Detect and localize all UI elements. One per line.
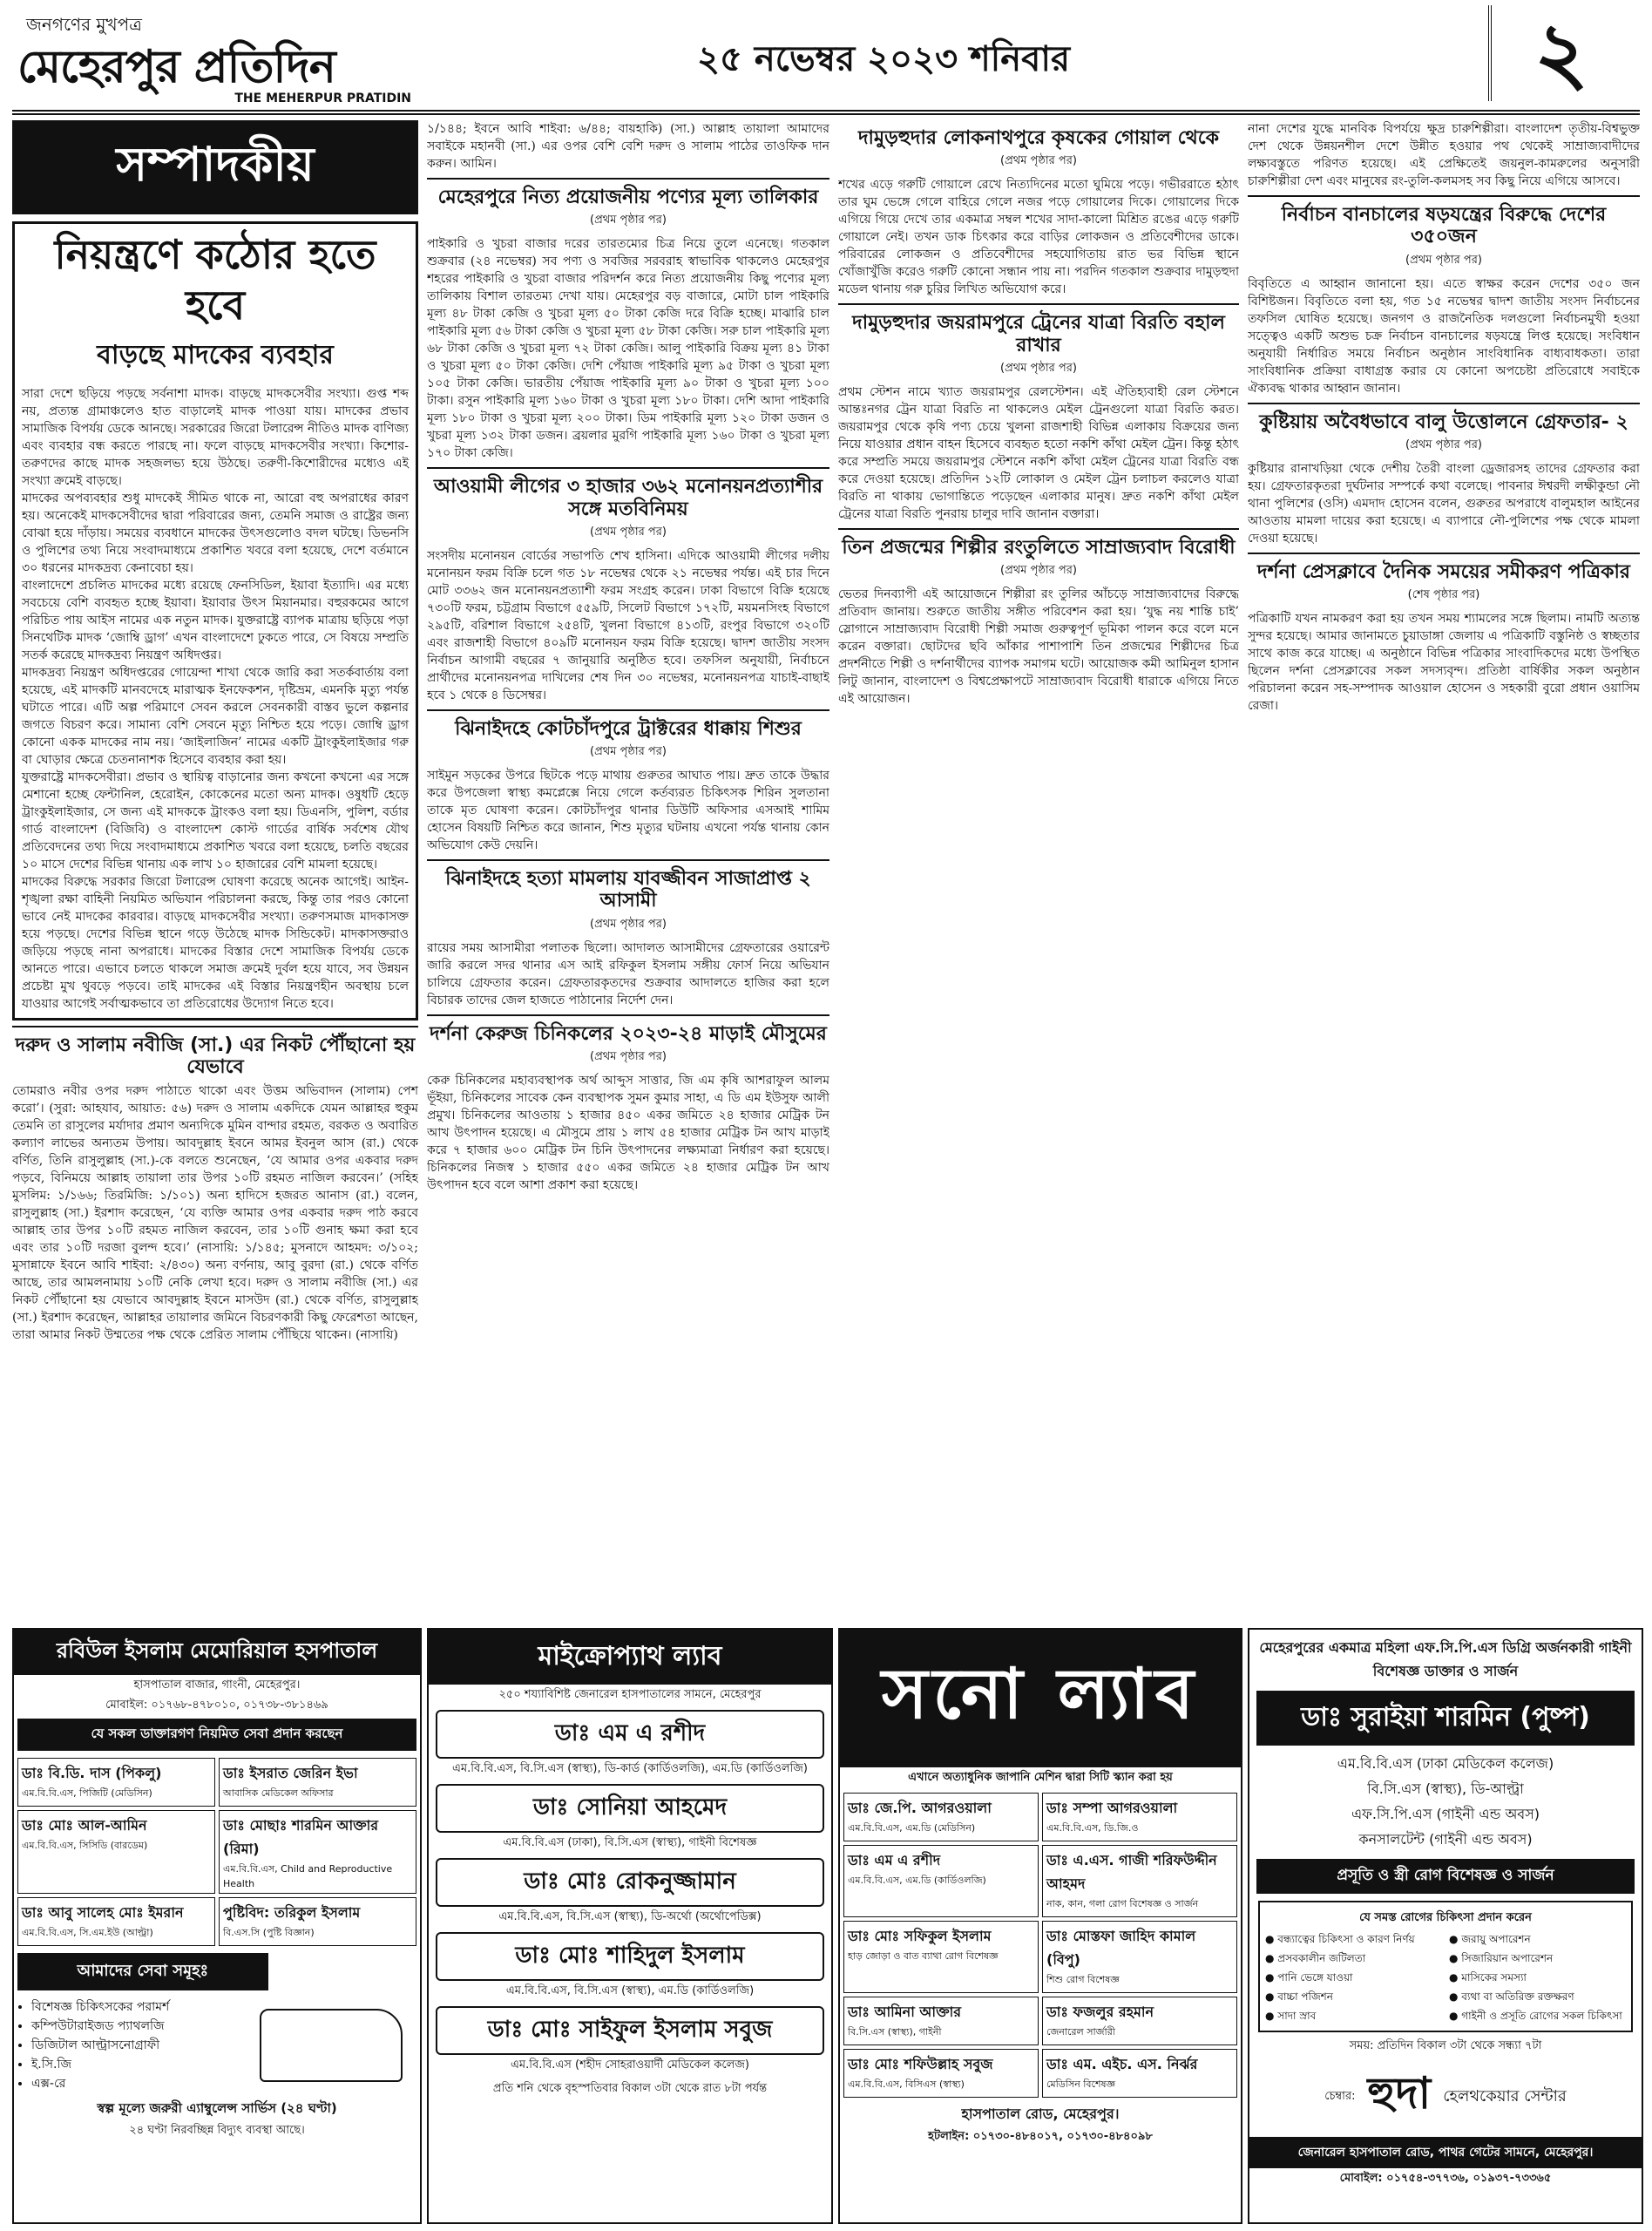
doctor-degree: এম.বি.বি.এস, পিজিটি (মেডিসিন) [22, 1787, 152, 1799]
doctor-card [843, 1845, 1039, 1917]
editorial-paragraph: মাদকের বিরুদ্ধে সরকার জিরো টলারেন্স ঘোষণা করেছে অনেক আগেই। আইন-শৃঙ্খলা রক্ষা বাহিনী নিয়মিত অভিযান পরিচালনা করছে, কিন্তু তার পরও কোনো ভাবে নেই মাদকের কারবার। বাড়ছে মাদকসেবীর সংখ্যা। তরুণসমাজ মাদকাসক্ত হয়ে পড়ছে। দেশের বিভিন্ন স্থানে গড়ে উঠেছে মাদক সিন্ডিকেট। মাদকাসক্তরাও জড়িয়ে পড়ছে নানা অপরাধে। মাদকের বিস্তার দেশে সামাজিক বিপর্যয় ডেকে আনতে পারে। এভাবে চলতে থাকলে সমাজ ক্রমেই দুর্বল হয়ে যাবে, সব উন্নয়ন প্রচেষ্টা মুখ থুবড়ে পড়বে। তাই মাদকের এই বিস্তার নিয়ন্ত্রণহীন অবস্থায় চলে যাওয়ার আগেই সর্বাত্মকভাবে তা প্রতিরোধের উদ্যোগ নিতে হবে। [22, 875, 409, 1011]
continuation-ref: (প্রথম পৃষ্ঠার পর) [590, 525, 667, 539]
doctor-degree: এম.বি.বি.এস, বি.সি.এস (স্বাস্থ্য), ডি-অর্থো (অর্থোপেডিক্স) [498, 1910, 762, 1923]
divider [427, 859, 829, 861]
continuation-ref: (প্রথম পৃষ্ঠার পর) [590, 745, 667, 759]
doctor-card [1042, 2049, 1237, 2098]
doctor-card [843, 1921, 1039, 1993]
headline-tractor: ঝিনাইদহে কোটচাঁদপুরে ট্রাক্টরের ধাক্কায় শিশুর [455, 717, 802, 740]
masthead-name: মেহেরপুর প্রতিদিন [17, 41, 335, 93]
hospital-phone: মোবাইল: ০১৭৬৮-৪৭৮০১০, ০১৭৩৮-৩৮১৪৬৯ [105, 1699, 328, 1712]
continuation-ref: (প্রথম পৃষ্ঠার পর) [1000, 564, 1077, 578]
doctor-degree: এম.বি.বি.এস, সি.এম.ইউ (আল্ট্রা) [22, 1927, 153, 1938]
doctor-degree: এম.বি.বি.এস (ঢাকা), বি.সি.এস (স্বাস্থ্য), গাইনী বিশেষজ্ঞ [503, 1836, 757, 1849]
divider [12, 1026, 418, 1027]
doctor-card [1042, 1845, 1237, 1917]
ambulance-text: স্বল্প মূল্যে জরুরী এ্যাম্বুলেন্স সার্ভিস (২৪ ঘণ্টা) [97, 2100, 337, 2116]
doctor-name: ডাঃ ইসরাত জেরিন ইভা [223, 1765, 358, 1781]
service-item: ● সিজারিয়ান অপারেশন [1449, 1952, 1554, 1964]
gyne-services-heading: যে সমস্ত রোগের চিকিৎসা প্রদান করেন [1359, 1911, 1532, 1924]
sono-hotline: হটলাইন: ০১৭৩০-৪৮৪০১৭, ০১৭৩০-৪৮৪০৯৮ [928, 2130, 1153, 2143]
headline-awami-league: আওয়ামী লীগের ৩ হাজার ৩৬২ মনোনয়নপ্রত্যাশীর সঙ্গে মতবিনিময় [433, 476, 823, 520]
divider [1248, 195, 1640, 197]
doctor-name: ডাঃ বি.ডি. দাস (পিকলু) [22, 1765, 162, 1781]
continuation-ref: (প্রথম পৃষ্ঠার পর) [1000, 361, 1077, 375]
editorial-paragraph: সারা দেশে ছড়িয়ে পড়ছে সর্বনাশা মাদক। বাড়ছে মাদকসেবীর সংখ্যা। গুপ্ত শব্দ নয়, প্রত্যন্ত গ্রামাঞ্চলেও হাত বাড়ালেই মাদক পাওয়া যায়। মাদকের প্রভাব সামাজিক বিপর্যয় ডেকে আনছে। সরকারের জিরো টলারেন্স নীতিও মাদক বাণিজ্য এবং ব্যবহার বন্ধ করতে পারছে না। ফলে বাড়ছে মাদকসেবীর সংখ্যা। কিশোর-তরুণদের কাছে মাদক সহজলভ্য হয়ে উঠছে। তরুণী-কিশোরীদের মধ্যেও এই সংখ্যা ক্রমেই বাড়ছে। [22, 387, 409, 488]
doctor-card [843, 1793, 1039, 1841]
headline-artists: তিন প্রজন্মের শিল্পীর রংতুলিতে সাম্রাজ্যবাদ বিরোধী [842, 536, 1236, 559]
column-4 [1248, 120, 1640, 1621]
continuation-ref: (প্রথম পৃষ্ঠার পর) [590, 917, 667, 931]
divider [838, 528, 1239, 530]
divider [1248, 553, 1640, 554]
divider [427, 178, 829, 180]
doctor-degree: এম.বি.বি.এস, সিসিডি (বারডেম) [22, 1840, 148, 1851]
doctor-name: ডাঃ আমিনা আক্তার [848, 2004, 962, 2020]
ad-gynecologist [1248, 1628, 1643, 2224]
ad-micropath-lab [427, 1628, 833, 2224]
divider [1248, 403, 1640, 404]
service-item: ● সাদা স্রাব [1265, 2010, 1317, 2022]
doctor-degree: নাক, কান, গলা রোগ বিশেষজ্ঞ ও সার্জন [1046, 1898, 1199, 1909]
continuation-ref: (শেষ পৃষ্ঠার পর) [1407, 588, 1480, 602]
headline-murder-case: ঝিনাইদহে হত্যা মামলায় যাবজ্জীবন সাজাপ্রাপ্ত ২ আসামী [445, 868, 811, 912]
service-item: • কম্পিউটারাইজড প্যাথলজি [31, 2017, 254, 2036]
doctor-name: ডাঃ মোঃ শফিউল্লাহ সবুজ [848, 2056, 993, 2072]
hospital-address: হাসপাতাল বাজার, গাংনী, মেহেরপুর। [133, 1678, 301, 1692]
services-list [31, 1997, 254, 2093]
editorial-title: নিয়ন্ত্রণে কঠোর হতে হবে [54, 231, 376, 329]
article-body: প্রথম স্টেশন নামে খ্যাত জয়রামপুর রেলস্টেশন। এই ঐতিহ্যবাহী রেল স্টেশনে আন্তঃনগর ট্রেন যাত্রা বিরতি না থাকলেও মেইল ট্রেনগুলো যাত্রা বিরতি করত। জয়রামপুর থেকে কৃষি পণ্য চেয়ে খুলনা রাজশাহী বিভিন্ন এলাকায় বিক্রয়ের জন্য নিয়ে যাওয়ার প্রধান বাহন হিসেবে ব্যবহৃত হতো নকশি কাঁথা মেইল ট্রেন। কিন্তু হঠাৎ করে সম্প্রতি সময়ে জয়রামপুর স্টেশনে নকশি কাঁথা মেইল ট্রেনের যাত্রা বিরতি বন্ধ করে দেওয়া হয়েছে। প্রতিদিন ১২টি লোকাল ও মেইল ট্রেন চলাচল করলেও যাত্রা বিরতি না থাকায় ভোগান্তিতে পড়েছেন এলাকার মানুষ। দ্রুত নকশি কাঁথা মেইল ট্রেনের যাত্রা বিরতি পুনরায় চালুর দাবি জানান বক্তারা। [838, 384, 1239, 521]
article-body: কেরু চিনিকলের মহাব্যবস্থাপক অর্থ আব্দুস সাত্তার, জি এম কৃষি আশরাফুল আলম ভূঁইয়া, চিনিকলের সাবেক কেন ব্যবস্থাপক সুমন কুমার সাহা, এ ডি এম ইউসুফ আলী প্রমুখ। চিনিকলের আওতায় ১ হাজার ৪৫০ একর জমিতে ২৪ হাজার মেট্রিক টন আখ উৎপাদন হয়েছে। এ মৌসুমে প্রায় ১ লাখ ৫৪ হাজার মেট্রিক টন আখ মাড়াই করে ৭ হাজার ৬০০ মেট্রিক টন চিনি উৎপাদনের লক্ষ্যমাত্রা নির্ধারণ করা হয়েছে। চিনিকলের নিজস্ব ১ হাজার ৫৫০ একর জমিতে ২৪ হাজার মেট্রিক টন আখ উৎপাদন হবে বলে আশা প্রকাশ করা হয়েছে। [427, 1074, 829, 1193]
doctor-name: ডাঃ মোঃ সাইফুল ইসলাম সবুজ [436, 2006, 824, 2055]
article-continuation: নানা দেশের যুদ্ধে মানবিক বিপর্যয়ে ক্ষুদ্র চারুশিল্পীরা। বাংলাদেশ তৃতীয়-বিশ্বভুক্ত দেশ থেকে উন্নয়নশীল দেশে উন্নীত হওয়ার পথ থেকেই সাম্রাজ্যবাদীদের লক্ষ্যবস্তুতে পরিণত হয়েছে। এই প্রেক্ষিতেই জয়নুল-কামরুলের অনুসারী চারুশিল্পীরা দেশ এবং মানুষের রং-তুলি-কলমসহ সব কিছু নিয়ে এগিয়ে আসবে। [1248, 122, 1640, 188]
gyne-schedule: সময়: প্রতিদিন বিকাল ৩টা থেকে সন্ধ্যা ৭টা [1349, 2039, 1542, 2052]
doctor-name: পুষ্টিবিদ: তরিকুল ইসলাম [223, 1904, 361, 1921]
service-item: • ই.সি.জি [31, 2055, 254, 2074]
article-body: বিবৃতিতে এ আহ্বান জানানো হয়। এতে স্বাক্ষর করেন দেশের ৩৫০ জন বিশিষ্টজন। বিবৃতিতে বলা হয়, গত ১৫ নভেম্বর দ্বাদশ জাতীয় সংসদ নির্বাচনের তফসিল ঘোষিত হয়েছে। জনগণ ও রাজনৈতিক দলগুলো নির্বাচনমুখী হওয়া সত্ত্বেও একটি অশুভ চক্র নির্বাচন বানচালের ষড়যন্ত্রে লিপ্ত হয়েছে। সংবিধান অনুযায়ী নির্ধারিত সময়ে নির্বাচন অনুষ্ঠান সাংবিধানিক বাধ্যবাধকতা। তারা সাংবিধানিক প্রক্রিয়া বাধাগ্রস্ত করার যে কোনো অপচেষ্টা প্রতিরোধে সবাইকে ঐক্যবদ্ধ থাকার আহ্বান জানান। [1248, 276, 1640, 396]
chamber-name: হুদা [1367, 2068, 1432, 2119]
continuation-ref: (প্রথম পৃষ্ঠার পর) [1000, 154, 1077, 168]
doctor-card [17, 1758, 215, 1807]
gyne-address: জেনারেল হাসপাতাল রোড, পাথর গেটের সামনে, মেহেরপুর। [1249, 2137, 1642, 2168]
article-body: সংসদীয় মনোনয়ন বোর্ডের সভাপতি শেখ হাসিনা। এদিকে আওয়ামী লীগের দলীয় মনোনয়ন ফরম বিক্রি চলে গত ১৮ নভেম্বর থেকে ২১ নভেম্বর পর্যন্ত। এই চার দিনে মোট ৩৩৬২ জন মনোনয়নপ্রত্যাশী ফরম সংগ্রহ করেন। ঢাকা বিভাগে বিক্রি হয়েছে ৭৩০টি ফরম, চট্টগ্রাম বিভাগে ৫৫৯টি, সিলেট বিভাগে ১৭২টি, ময়মনসিংহ বিভাগে ২৯৫টি, বরিশাল বিভাগে ২৫৪টি, খুলনা বিভাগে ৪১৩টি, রংপুর বিভাগে ৩২০টি এবং রাজশাহী বিভাগে ৪০৯টি মনোনয়ন ফরম বিক্রি হয়েছে। দ্বাদশ জাতীয় সংসদ নির্বাচন আগামী বছরের ৭ জানুয়ারি অনুষ্ঠিত হবে। তফসিল অনুযায়ী, নির্বাচনে প্রার্থীদের মনোনয়নপত্র দাখিলের শেষ দিন ৩০ নভেম্বর, মনোনয়নপত্র যাচাই-বাছাই হবে ১ থেকে ৪ ডিসেম্বর। [427, 548, 829, 702]
editorial-paragraph: মাদকের অপব্যবহার শুধু মাদকেই সীমিত থাকে না, আরো বহু অপরাধের কারণ হয়। অনেকেই মাদকসেবীদের দ্বারা পরিবারের জন্য, তেমনি সমাজ ও রাষ্ট্রের জন্য বোঝা হয়ে দাঁড়ায়। সময়ের ব্যবধানে মাদকের উৎসগুলোও বদল ঘটছে। ডিভনসি ও পুলিশের তথ্য নিয়ে সংবাদমাধ্যমে প্রকাশিত খবরে বলা হয়েছে, দেশে বর্তমানে ৩০ ধরনের মাদকদ্রব্য কেনাবেচা হয়। [22, 492, 409, 575]
headline-train-stop: দামুড়হুদার জয়রামপুরে ট্রেনের যাত্রা বিরতি বহাল রাখার [852, 312, 1225, 356]
doctor-degree: এম.বি.বি.এস, বি.সি.এস (স্বাস্থ্য), এম.ডি (কার্ডিওলজি) [505, 1984, 755, 1997]
doctor-card [219, 1758, 416, 1807]
doctor-card [843, 2049, 1039, 2098]
divider [427, 709, 829, 711]
headline-price-list: মেহেরপুরে নিত্য প্রয়োজনীয় পণ্যের মূল্য তালিকার [437, 186, 819, 208]
service-item: • ডিজিটাল আল্ট্রাসনোগ্রাফী [31, 2036, 254, 2055]
continuation-ref: (প্রথম পৃষ্ঠার পর) [1405, 437, 1482, 451]
services-row [14, 1994, 420, 2097]
doctor-degree: এম.বি.বি.এস, বিসিএস (স্বাস্থ্য) [848, 2078, 965, 2090]
doctor-name: ডাঃ এম এ রশীদ [436, 1710, 824, 1759]
editorial-paragraph: বাংলাদেশে প্রচলিত মাদকের মধ্যে রয়েছে ফেনসিডিল, ইয়াবা ইত্যাদি। এর মধ্যে সবচেয়ে বেশি ব্যবহৃত হচ্ছে ইয়াবা। ইয়াবার উৎস মিয়ানমার। বহুরকমের আগে পরিচিত পায় আইস নামের এক নতুন মাদক। যুক্তরাষ্ট্রে ব্যাপক মাত্রায় ছড়িয়ে পড়া সিনথেটিক মাদক ‘জোম্বি ড্রাগ’ এখন বাংলাদেশে ঢুকতে পারে, সে বিষয়ে সম্প্রতি সতর্ক করেছে মাদকদ্রব্য নিয়ন্ত্রণ অধিদপ্তর। [22, 579, 409, 662]
masthead [12, 5, 1640, 115]
gyne-degree: এম.বি.বি.এস (ঢাকা মেডিকেল কলেজ) [1337, 1755, 1554, 1772]
doctor-degree: শিশু রোগ বিশেষজ্ঞ [1046, 1974, 1120, 1985]
services-heading: আমাদের সেবা সমূহঃ [17, 1953, 268, 1990]
divider [427, 1014, 829, 1016]
doctor-name: ডাঃ মোঃ শাহিদুল ইসলাম [436, 1932, 824, 1981]
doctor-name: ডাঃ আবু সালেহ মোঃ ইমরান [22, 1904, 184, 1921]
editorial-section-label: সম্পাদকীয় [12, 120, 418, 214]
issue-date: ২৫ নভেম্বর ২০২৩ শনিবার [697, 39, 1070, 79]
service-item: ● বন্ধ্যাত্বের চিকিৎসা ও কারণ নির্ণয় [1265, 1933, 1415, 1945]
service-item: ● মাসিকের সমস্যা [1449, 1971, 1527, 1983]
article-body: রায়ের সময় আসামীরা পলাতক ছিলো। আদালত আসামীদের গ্রেফতারের ওয়ারেন্ট জারি করলে সদর থানার এস আই রফিকুল ইসলাম সঙ্গীয় ফোর্স নিয়ে অভিযান চালিয়ে গ্রেফতার করেন। গ্রেফতারকৃতদের শুক্রবার আদালতে হাজির করা হলে বিচারক তাদের জেল হাজতে পাঠানোর নির্দেশ দেন। [427, 940, 829, 1007]
doctor-card [219, 1897, 416, 1946]
gyne-specialty: প্রসূতি ও স্ত্রী রোগ বিশেষজ্ঞ ও সার্জন [1256, 1859, 1635, 1894]
lab-name: মাইক্রোপ্যাথ ল্যাব [429, 1630, 831, 1685]
gyne-degree: এফ.সি.পি.এস (গাইনী এন্ড অবস) [1351, 1806, 1540, 1822]
doctor-name: ডাঃ এম. এইচ. এস. নির্ঝর [1046, 2056, 1198, 2072]
doctor-name: ডাঃ সম্পা আগরওয়ালা [1046, 1800, 1178, 1816]
doctor-name: ডাঃ মোস্তফা জাহিদ কামাল (বিপু) [1046, 1928, 1196, 1968]
headline-cow-theft: দামুড়হুদার লোকনাথপুরে কৃষকের গোয়াল থেকে [857, 127, 1220, 149]
article-body: পাইকারি ও খুচরা বাজার দরের তারতম্যের চিত্র নিয়ে তুলে এনেছে। গতকাল শুক্রবার (২৪ নভেম্বর) সব পণ্য ও সবজির সরবরাহ স্বাভাবিক থাকলেও মেহেরপুর শহরের পাইকারি ও খুচরা বাজার পরিদর্শন করে নিত্য প্রয়োজনীয় কিছু পণ্যের মূল্য তালিকায় বিশাল তারতম্য দেখা যায়। মেহেরপুর বড় বাজারে, মোটা চাল পাইকারি মূল্য ৪৮ টাকা কেজি ও খুচরা মূল্য ৫০ টাকা কেজি দরে বিক্রি হচ্ছে। মাঝারি চাল পাইকারি মূল্য ৫৬ টাকা কেজি ও খুচরা মূল্য ৫৮ টাকা কেজি। সরু চাল পাইকারি মূল্য ৬৮ টাকা কেজি ও খুচরা মূল্য ৭২ টাকা কেজি। আলু পাইকারি বিক্রয় মূল্য ৪১ টাকা ও খুচরা মূল্য ৫০ টাকা কেজি। দেশি পেঁয়াজ পাইকারি মূল্য ৯৫ টাকা ও খুচরা মূল্য ১০৫ টাকা কেজি। ভারতীয় পেঁয়াজ পাইকারি মূল্য ৯০ টাকা ও খুচরা মূল্য ১০০ টাকা। রসুন পাইকারি মূল্য ১৬০ টাকা ও খুচরা মূল্য ১৮০ টাকা। দেশি আদা পাইকারি মূল্য ১৮০ টাকা ও খুচরা মূল্য ২০০ টাকা। ডিম পাইকারি মূল্য ১২০ টাকা ডজন ও খুচরা মূল্য ১৩২ টাকা ডজন। ব্রয়লার মুরগি পাইকারি মূল্য ১৬০ টাকা ও খুচরা মূল্য ১৭০ টাকা কেজি। [427, 237, 829, 461]
masthead-tagline: জনগণের মুখপত্র [26, 14, 142, 35]
column-editorial [12, 120, 418, 1621]
chamber-row [1249, 2061, 1642, 2133]
ambulance-icon [260, 2009, 403, 2082]
service-item: • এক্স-রে [31, 2074, 254, 2093]
divider [427, 467, 829, 469]
doctor-degree: হাড় জোড়া ও বাত ব্যাথা রোগ বিশেষজ্ঞ [848, 1950, 999, 1962]
service-item: ● গাইনী ও প্রসূতি রোগের সকল চিকিৎসা [1449, 2010, 1622, 2022]
service-item: • বিশেষজ্ঞ চিকিৎসকের পরামর্শ [31, 1997, 254, 2017]
service-item: ● জরায়ু অপারেশন [1449, 1933, 1531, 1945]
article-body: শখের এড়ে গরুটি গোয়ালে রেখে নিত্যদিনের মতো ঘুমিয়ে পড়ে। গভীররাতে হঠাৎ তার ঘুম ভেঙ্গে গেলে বাহিরে গেলে নজর পড়ে গোয়ালের দিকে। গোয়ালের দিকে এগিয়ে গিয়ে দেখে তার একমাত্র সম্বল শখের সাদা-কালো মিশ্রিত রঙের এড়ে গরুটি গোয়ালে নেই। তখন ডাক চিৎকার করে বাড়ির লোকজন ও প্রতিবেশীদের ডাকে। পরিবারের লোকজন ও প্রতিবেশীদের সহযোগিতায় রাত ভর বিভিন্ন স্থানে খোঁজাখুঁজি করেও গরুটি কোনো সন্ধান পায় না। পরদিন গতকাল শুক্রবার দামুড়হুদা মডেল থানায় গরু চুরির লিখিত অভিযোগ করে। [838, 178, 1239, 297]
religious-headline: দরুদ ও সালাম নবীজি (সা.) এর নিকট পৌঁছানো হয় যেভাবে [15, 1034, 416, 1079]
divider [838, 303, 1239, 305]
doctor-card [1042, 1921, 1237, 1993]
headline-sand-arrest: কুষ্টিয়ায় অবৈধভাবে বালু উত্তোলনে গ্রেফতার- ২ [1259, 410, 1628, 433]
column-2 [427, 120, 829, 1621]
chamber-label: চেম্বার: [1324, 2090, 1356, 2103]
gyne-degree: বি.সি.এস (স্বাস্থ্য), ডি-আল্ট্রা [1367, 1780, 1524, 1797]
service-item: ● বাচ্চা পজিশন [1265, 1990, 1333, 2003]
doctor-degree: বি.এস.সি (পুষ্টি বিজ্ঞান) [223, 1927, 315, 1938]
doctor-degree: বি.সি.এস (স্বাস্থ্য), গাইনী [848, 2026, 942, 2038]
gyne-services-box [1258, 1901, 1633, 2032]
doctor-name: ডাঃ জে.পি. আগরওয়ালা [848, 1800, 992, 1816]
doctor-card [17, 1810, 215, 1894]
doctors-heading: যে সকল ডাক্তারগণ নিয়মিত সেবা প্রদান করছেন [17, 1719, 416, 1751]
gyne-services-list [1265, 1929, 1626, 2025]
doctor-name: ডাঃ মোঃ আল-আমিন [22, 1817, 147, 1834]
headline-election: নির্বাচন বানচালের ষড়যন্ত্রের বিরুদ্ধে দেশের ৩৫০জন [1281, 204, 1607, 248]
lab-sub: ২৫০ শয্যাবিশিষ্ট জেনারেল হাসপাতালের সামনে, মেহেরপুর [498, 1688, 762, 1701]
chamber-sub: হেলথকেয়ার সেন্টার [1443, 2087, 1567, 2106]
doctor-card [17, 1897, 215, 1946]
gyne-phone: মোবাইল: ০১৭৫৪-৩৭৭৩৬, ০১৯৩৭-৭৩৩৬৫ [1339, 2172, 1552, 2185]
hospital-footer: ২৪ ঘণ্টা নিরবচ্ছিন্ন বিদ্যুৎ ব্যবস্থা আছে। [129, 2124, 305, 2137]
doctor-card [1042, 1997, 1237, 2045]
sono-name: সনো ল্যাব [840, 1630, 1241, 1767]
doctor-card [843, 1997, 1039, 2045]
continuation-ref: (প্রথম পৃষ্ঠার পর) [590, 214, 667, 227]
article-continuation: ১/১৪৪; ইবনে আবি শাইবা: ৬/৪৪; বায়হাকি) (সা.) আল্লাহ তায়ালা আমাদের সবাইকে মহানবী (সা.) এর ওপর বেশি বেশি দরুদ ও সালাম পাঠের তাওফিক দান করুন। আমিন। [427, 122, 829, 171]
doctor-degree: এম.বি.বি.এস, ডি.জি.ও [1046, 1822, 1139, 1834]
doctor-degree: এম.বি.বি.এস, বি.সি.এস (স্বাস্থ্য), ডি-কার্ড (কার্ডিওলজি), এম.ডি (কার্ডিওলজি) [451, 1762, 809, 1775]
gyne-header: মেহেরপুরের একমাত্র মহিলা এফ.সি.পি.এস ডিগ্রি অর্জনকারী গাইনী বিশেষজ্ঞ ডাক্তার ও সার্জন [1259, 1639, 1632, 1679]
doctor-card [1042, 1793, 1237, 1841]
religious-body: তোমরাও নবীর ওপর দরুদ পাঠাতে থাকো এবং উত্তম অভিবাদন (সালাম) পেশ করো’। (সুরা: আহযাব, আয়াত: ৫৬) দরুদ ও সালাম একদিকে যেমন আল্লাহর হুকুম তেমনি তা রাসুলের মর্যাদার প্রমাণ অন্যদিকে মুমিন বান্দার রহমত, বরকত ও অবারিত কল্যাণ লাভের অন্যতম উপায়। আবদুল্লাহ ইবনে আমর ইবনুল আস (রা.) থেকে বর্ণিত, তিনি রাসুলুল্লাহ (সা.)-কে বলতে শুনেছেন, ‘যে আমার ওপর একবার দরুদ পড়বে, বিনিময়ে আল্লাহ তায়ালা তার উপর ১০টি রহমত নাজিল করবেন।’ (সহিহ মুসলিম: ১/১৬৬; তিরমিজি: ১/১০১) অন্য হাদিসে হজরত আনাস (রা.) বলেন, রাসুলুল্লাহ (সা.) ইরশাদ করেছেন, ‘যে ব্যক্তি আমার ওপর একবার দরুদ পাঠ করবে আল্লাহ তার উপর ১০টি রহমত নাজিল করবেন, তার ১০টি গুনাহ ক্ষমা করা হবে এবং তার ১০টি দরজা বুলন্দ হবে।’ (নাসায়ি: ১/১৪৫; মুসনাদে আহমদ: ৩/১০২; মুসান্নাফে ইবনে আবি শাইবা: ২/৪৩০) অন্য বর্ণনায়, আবু বুরদা (রা.) থেকে বর্ণিত আছে, তার আমলনামায় ১০টি নেকি লেখা হবে। দরুদ ও সালাম নবীজি (সা.) এর নিকট পৌঁছানো হয় যেভাবে আবদুল্লাহ ইবনে মাসউদ (রা.) থেকে বর্ণিত, রাসুলুল্লাহ (সা.) ইরশাদ করেছেন, আল্লাহর তায়ালার জমিনে বিচরণকারী কিছু ফেরেশতা আছেন, তারা আমার নিকট উম্মতের পক্ষ থেকে প্রেরিত সালাম পৌঁছিয়ে থাকেন। (নাসায়ি) [12, 1083, 418, 1342]
page-number: ২ [1488, 5, 1631, 101]
editorial-subtitle: বাড়ছে মাদকের ব্যবহার [97, 340, 334, 370]
article-body: ভেতর দিনব্যাপী এই আয়োজনে শিল্পীরা রং তুলির আঁচড়ে সাম্রাজ্যবাদের বিরুদ্ধে প্রতিবাদ জানায়। শুরুতে জাতীয় সঙ্গীত পরিবেশন করা হয়। ‘যুদ্ধ নয় শান্তি চাই’ স্লোগানে সাম্রাজ্যবাদ বিরোধী শিল্পী সমাজ গুরুত্বপূর্ণ ভূমিকা পালন করে বলে মনে করেন বক্তারা। ছোটদের ছবি আঁকার পাশাপাশি তিন প্রজন্মের শিল্পীদের চিত্র প্রদর্শনীতে শিল্পী ও দর্শনার্থীদের ব্যাপক সমাগম ঘটে। আয়োজক কমী আমিনুল হাসান লিটু জানান, বাংলাদেশ ও বিশ্বপ্রেক্ষাপটে সাম্রাজ্যবাদ বিরোধী ধারাকে এগিয়ে নিতে এই আয়োজন। [838, 587, 1239, 707]
article-body: কুষ্টিয়ার রানাখড়িয়া থেকে দেশীয় তৈরী বাংলা ড্রেজারসহ তাদের গ্রেফতার করা হয়। গ্রেফতারকৃতরা দুর্ঘটনার সম্পর্কে কথা বলেছে। পাবনার ঈশ্বরদী লক্ষীকুন্ডা নৌ থানা পুলিশের (ওসি) এমদাদ হোসেন বলেন, গুরুতর অপরাধে বালুমহাল আইনের আওতায় মামলা দায়ের করা হয়েছে। এ ব্যাপারে নৌ-পুলিশের পক্ষ থেকে মামলা দেওয়া হয়েছে। [1248, 461, 1640, 546]
doctor-name: ডাঃ এ.এস. গাজী শরিফউদ্দীন আহমদ [1046, 1852, 1217, 1892]
editorial-box [12, 221, 418, 1021]
lab-doctor-list [429, 1710, 831, 2075]
headline-sugar-mill: দর্শনা কেরুজ চিনিকলের ২০২৩-২৪ মাড়াই মৌসুমের [430, 1022, 827, 1045]
doctor-list [14, 1754, 420, 1950]
doctor-degree: এম.বি.বি.এস, এম.ডি (মেডিসিন) [848, 1822, 976, 1834]
doctor-name: ডাঃ ফজলুর রহমান [1046, 2004, 1154, 2020]
gyne-degree: কনসালটেন্ট (গাইনী এন্ড অবস) [1358, 1831, 1533, 1848]
service-item: ● ব্যথা বা অতিরিক্ত রক্তক্ষরণ [1449, 1990, 1574, 2003]
sono-doctor-list [840, 1789, 1241, 2101]
masthead-name-en: THE MEHERPUR PRATIDIN [234, 92, 411, 105]
continuation-ref: (প্রথম পৃষ্ঠার পর) [590, 1050, 667, 1064]
ad-sono-lab [838, 1628, 1242, 2224]
hospital-name: রবিউল ইসলাম মেমোরিয়াল হসপাতাল [14, 1630, 420, 1675]
doctor-card [219, 1810, 416, 1894]
service-item: ● পানি ভেঙ্গে যাওয়া [1265, 1971, 1353, 1983]
doctor-name: ডাঃ এম এ রশীদ [848, 1852, 941, 1868]
article-body: সাইমুন সড়কের উপরে ছিটকে পড়ে মাথায় গুরুতর আঘাত পায়। দ্রুত তাকে উদ্ধার করে উপজেলা স্বাস্থ্য কমপ্লেক্সে নিয়ে গেলে কর্তব্যরত চিকিৎসক শিরিন সুলতানা তাকে মৃত ঘোষণা করেন। কোটচাঁদপুর থানার ডিউটি অফিসার এসআই শামিম হোসেন বিষয়টি নিশ্চিত করে জানান, শিশু মৃত্যুর ঘটনায় এখনো পর্যন্ত থানায় কোন অভিযোগ কেউ দেয়নি। [427, 769, 829, 853]
headline-darshana-press: দর্শনা প্রেসক্লাবে দৈনিক সময়ের সমীকরণ পত্রিকার [1257, 560, 1630, 583]
article-body: পত্রিকাটি যখন নামকরণ করা হয় তখন সময় শ্যামলের সঙ্গে ছিলাম। নামটি অত্যন্ত সুন্দর হয়েছে। আমার জানামতে চুয়াডাঙ্গা জেলায় এ পত্রিকাটি বস্তুনিষ্ঠ ও স্বচ্ছতার সাথে কাজ করে যাচ্ছে। এ অনুষ্ঠানে বিভিন্ন পত্রিকার সাংবাদিকদের মধ্যে উপস্থিত ছিলেন দর্শনা প্রেসক্লাবের সকল সদস্যবৃন্দ। প্রতিষ্ঠা বার্ষিকীর সকল অনুষ্ঠান পরিচালনা করেন সহ-সম্পাদক আওয়াল হোসেন ও সহকারী বুরো প্রধান ওয়াসিম রেজা। [1248, 612, 1640, 714]
doctor-name: ডাঃ সোনিয়া আহমেদ [436, 1784, 824, 1833]
column-3 [838, 120, 1239, 1621]
sono-address: হাসপাতাল রোড, মেহেরপুর। [961, 2106, 1120, 2122]
lab-footer: প্রতি শনি থেকে বৃহস্পতিবার বিকাল ৩টা থেকে রাত ৮টা পর্যন্ত [492, 2082, 768, 2095]
doctor-name: ডাঃ মোঃ সফিকুল ইসলাম [848, 1928, 992, 1944]
sono-sub: এখানে অত্যাধুনিক জাপানি মেশিন দ্বারা সিটি স্ক্যান করা হয় [908, 1771, 1173, 1784]
doctor-name: ডাঃ মোছাঃ শারমিন আক্তার (রিমা) [223, 1817, 379, 1857]
continuation-ref: (প্রথম পৃষ্ঠার পর) [1405, 253, 1482, 267]
doctor-degree: মেডিসিন বিশেষজ্ঞ [1046, 2078, 1116, 2090]
editorial-paragraph: যুক্তরাষ্ট্রে মাদকসেবীরা। প্রভাব ও স্থায়িত্ব বাড়ানোর জন্য কখনো কখনো এর সঙ্গে মেশানো হচ্ছে ফেন্টানিল, হেরোইন, কোকেনের মতো অন্য মাদক। ওষুধটি হেড়ে ট্রাংকুইলাইজার, সে জন্য এই মাদককে ট্রাংকও বলা হয়। ডিএনসি, পুলিশ, বর্ডার গার্ড বাংলাদেশ (বিজিবি) ও বাংলাদেশ কোস্ট গার্ডের বার্ষিক সর্বশেষ যৌথ প্রতিবেদনের তথ্য দিয়ে সংবাদমাধ্যমে প্রকাশিত খবরে বলা হয়েছে, চলতি বছরের ১০ মাসে দেশের বিভিন্ন থানায় এক লাখ ১০ হাজারের বেশি মামলা হয়েছে। [22, 770, 409, 871]
doctor-degree: জেনারেল সার্জারী [1046, 2026, 1115, 2038]
gyne-doctor: ডাঃ সুরাইয়া শারমিন (পুষ্প) [1256, 1691, 1635, 1746]
doctor-name: ডাঃ মোঃ রোকনুজ্জামান [436, 1858, 824, 1907]
service-item: ● প্রসবকালীন জটিলতা [1265, 1952, 1366, 1964]
editorial-paragraph: মাদকদ্রব্য নিয়ন্ত্রণ অধিদপ্তরের গোয়েন্দা শাখা থেকে জারি করা সতর্কবার্তায় বলা হয়েছে, এই মাদকটি মানবদেহে মারাত্মক ইনফেকশন, দৃষ্টিভ্রম, এমনকি মৃত্যু পর্যন্ত ঘটাতে পারে। এটি অল্প পরিমাণে সেবন করলে সেবনকারী বাস্তব ভুলে কল্পনার জগতে বিচরণ করে। সামান্য বেশি সেবনে মৃত্যু নিশ্চিত হয়ে পড়ে। জোম্বি ড্রাগ কোনো একক মাদকের নাম নয়। ‘জাইলাজিন’ নামের একটি ট্রাংকুইলাইজার গরু বা ঘোড়ার ক্ষেত্রে চেতনানাশক হিসেবে ব্যবহার করা হয়। [22, 666, 409, 767]
doctor-degree: এম.বি.বি.এস (শহীদ সোহরাওয়ার্দী মেডিকেল কলেজ) [511, 2058, 749, 2072]
doctor-degree: এম.বি.বি.এস, এম.ডি (কার্ডিওলজি) [848, 1875, 986, 1886]
ad-hospital [12, 1628, 422, 2224]
masthead-logo [17, 12, 418, 105]
doctor-degree: এম.বি.বি.এস, Child and Reproductive Health [223, 1863, 393, 1889]
doctor-degree: আবাসিক মেডিকেল অফিসার [223, 1787, 334, 1799]
